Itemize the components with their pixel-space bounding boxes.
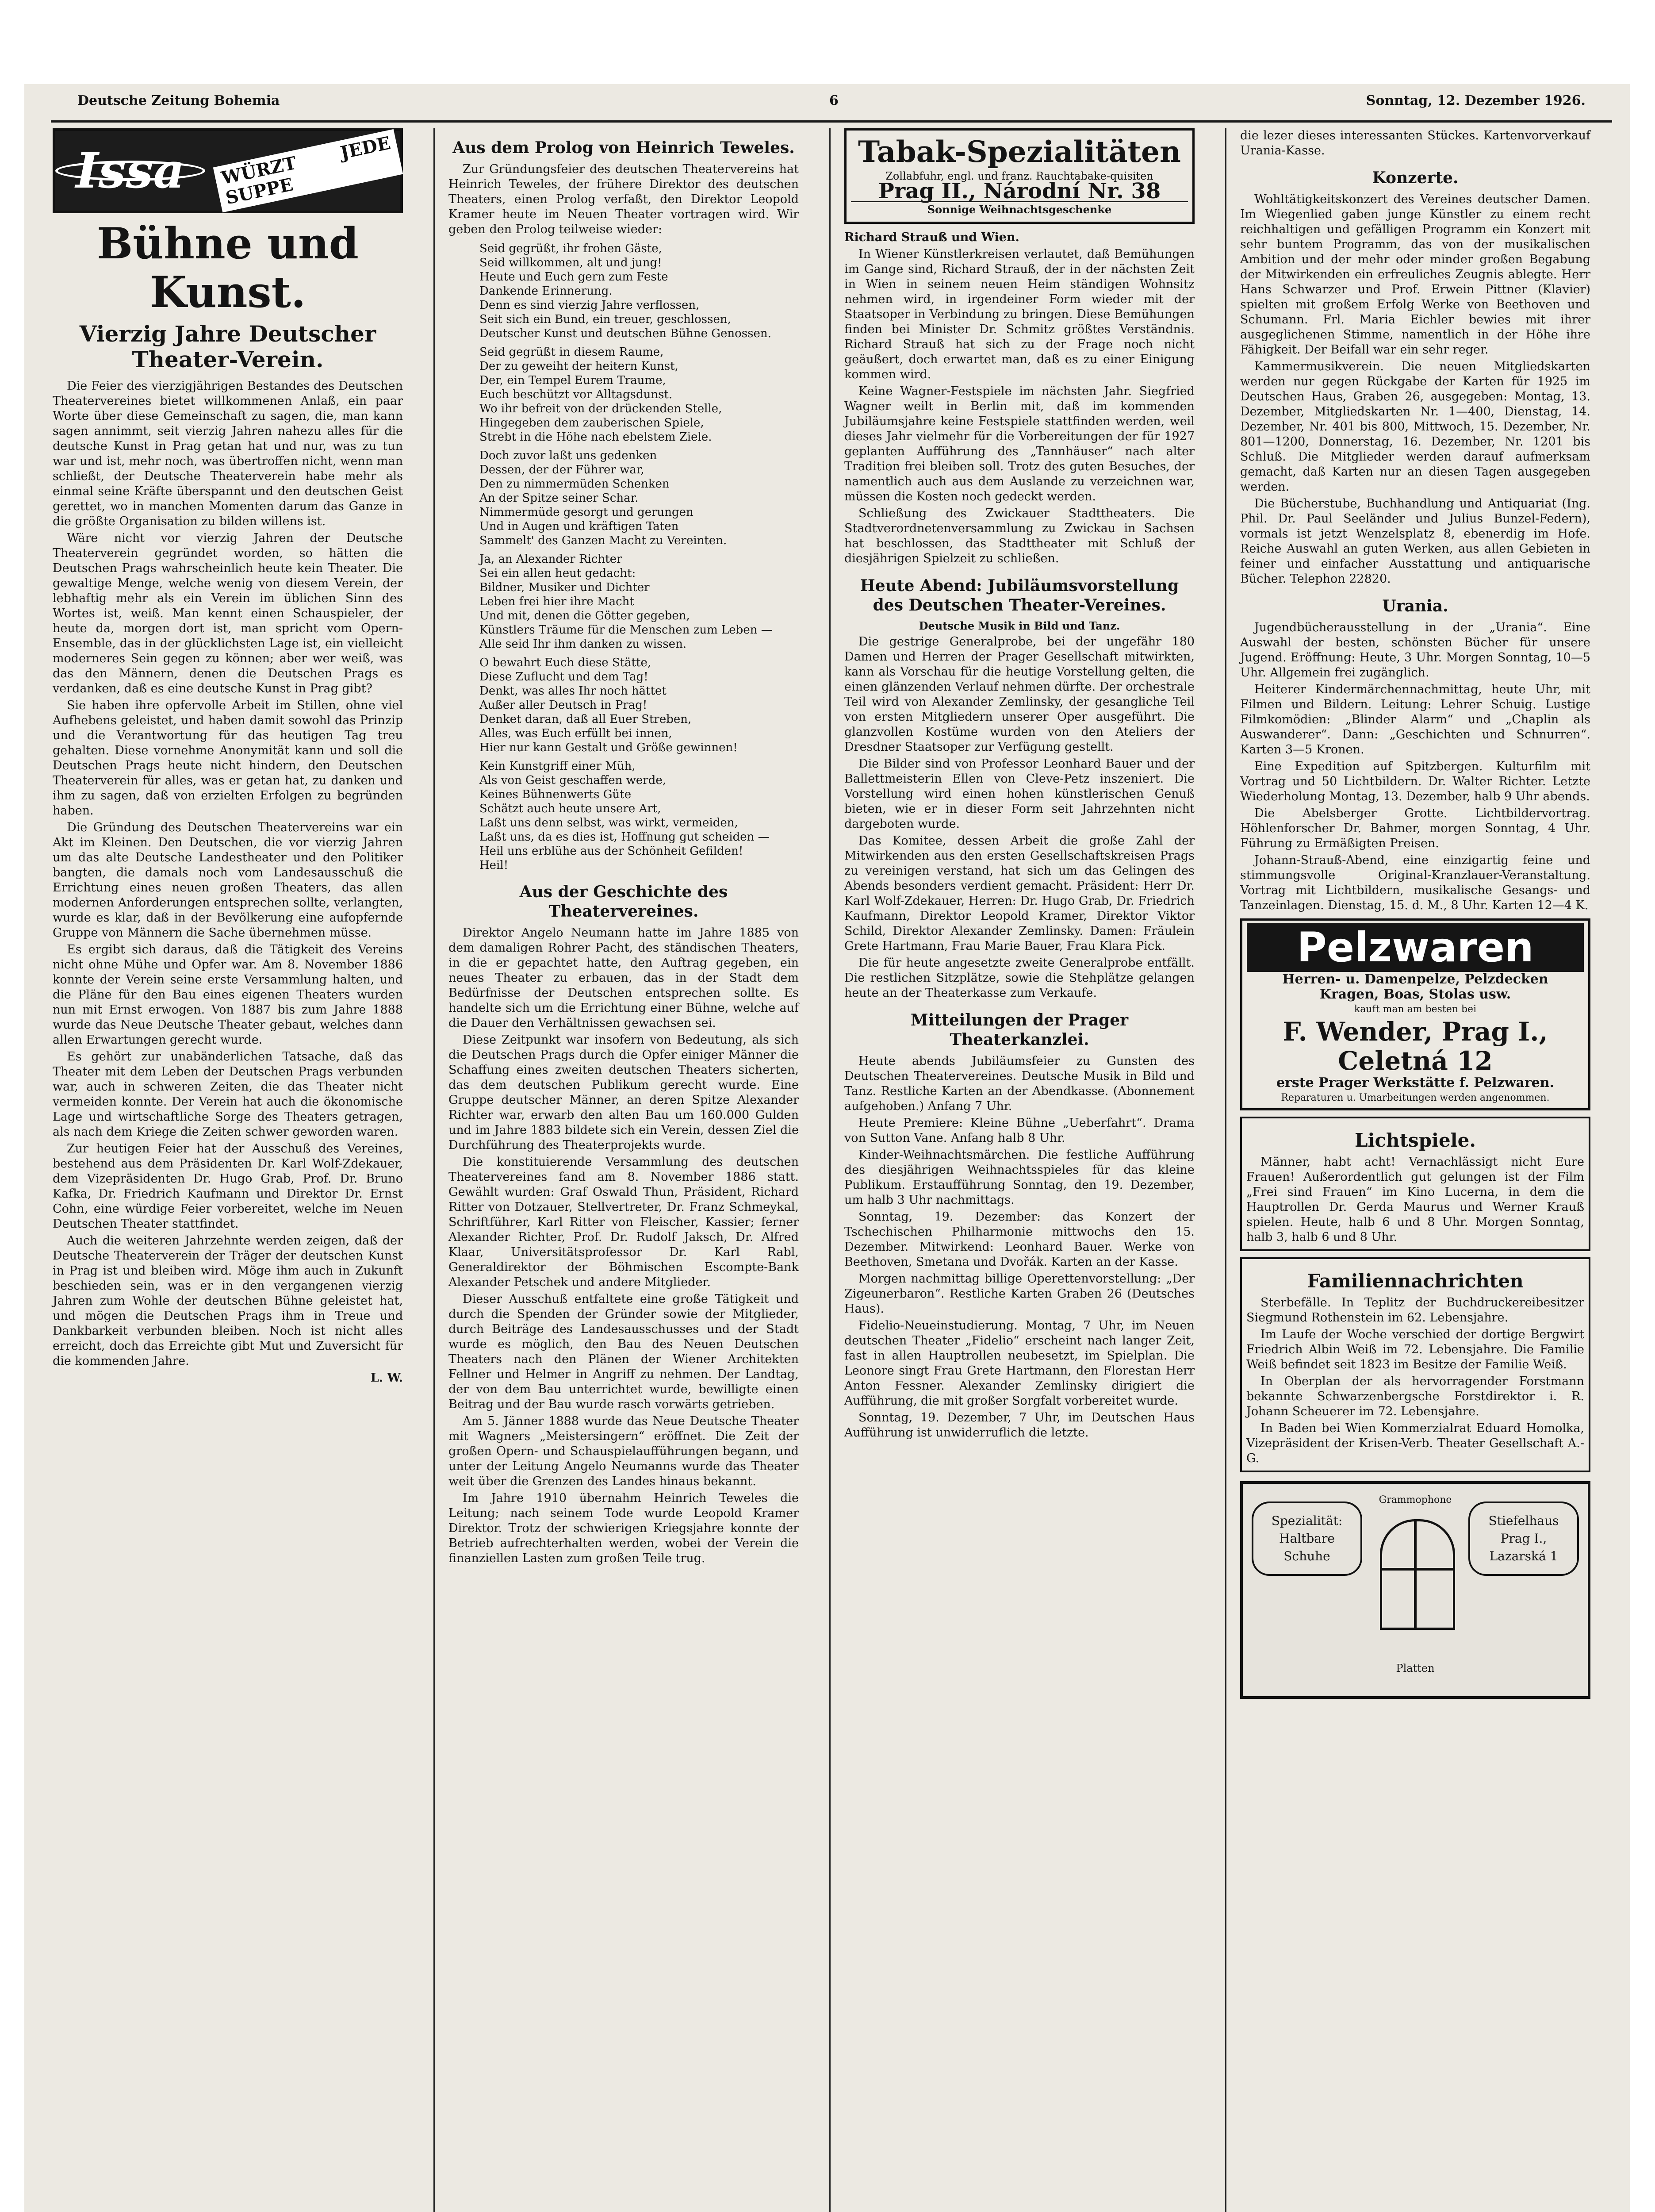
verse-line: Alles, was Euch erfüllt bei innen, <box>479 727 672 740</box>
item-title: Richard Strauß und Wien. <box>844 230 1019 244</box>
newspaper-name: Deutsche Zeitung Bohemia <box>77 93 280 108</box>
tabak-title: Tabak-Spezialitäten <box>858 134 1181 169</box>
pelz-firm: F. Wender, Prag I., Celetná 12 <box>1283 1017 1548 1076</box>
article-paragraph: Sie haben ihre opfervolle Arbeit im Stillen, ohne viel Aufhebens geleistet, und haben damit sowohl das Prinzip und die Verantwortung für das heutigen Tag treu gehalten. Diese vornehme Anonymität kann und soll die Deutschen Prags heute nicht hindern, den Deutschen Theaterverein für alles, was er getan hat, zu danken und ihm zu sagen, daß von erzielten Erfolgen zu begründen haben. <box>53 699 403 818</box>
article-paragraph: Es gehört zur unabänderlichen Tatsache, daß das Theater mit dem Leben der Deutschen Prags verbunden war, auch in schweren Zeiten, die das Theater nicht vermeiden konnte. Der Verein hat auch die ökonomische Lage und wirtschaftliche Sorge des Theaters getragen, als nach dem Kriege die Zeiten schwer geworden waren. <box>53 1050 403 1139</box>
verse-line: Außer aller Deutsch in Prag! <box>479 699 647 712</box>
gramophone-advertisement <box>1240 1481 1590 1699</box>
pelz-title: Pelzwaren <box>1247 923 1584 972</box>
pelz-line: erste Prager Werkstätte f. Pelzwaren. <box>1276 1075 1555 1091</box>
shop-window-graphic <box>1371 1493 1460 1683</box>
prolog-verse <box>448 449 799 548</box>
article-paragraph: Im Laufe der Woche verschied der dortige Bergwirt Friedrich Albin Weiß im 72. Lebensjahre. Die Familie Weiß befindet seit 1823 im Besitze der Familie Weiß. <box>1246 1328 1584 1371</box>
notice-paragraph: Heute abends Jubiläumsfeier zu Gunsten des Deutschen Theatervereines. Deutsche Musik in Bild und Tanz. Restliche Karten an der Abendkasse. (Abonnement aufgehoben.) Anfang 7 Uhr. <box>844 1054 1195 1113</box>
verse-line: Deutscher Kunst und deutschen Bühne Genossen. <box>479 327 771 340</box>
prolog-verse <box>448 242 799 341</box>
article-paragraph: Die Gründung des Deutschen Theatervereins war ein Akt im Kleinen. Den Deutschen, die vor vierzig Jahren um das alte Deutsche Landestheater und den Politiker bangten, die damals noch vom Landesausschuß die Errichtung eines neuen großen Theaters, das allen modernen Anforderungen entsprechen sollte, verlangten, wurde es klar, daß in der Bevölkerung eine aufopfernde Gruppe von Männern die Sache übernehmen müsse. <box>53 821 403 940</box>
article-paragraph: die lezer dieses interessanten Stückes. Kartenvorverkauf Urania-Kasse. <box>1240 129 1590 157</box>
prolog-verse <box>448 345 799 444</box>
verse-line: Der, ein Tempel Eurem Traume, <box>479 374 666 387</box>
ad-right-panel: Stiefelhaus Prag I., Lazarská 1 <box>1468 1502 1579 1576</box>
article-paragraph: Männer, habt acht! Vernachlässigt nicht Eure Frauen! Außerordentlich gut gelungen ist der Film „Frei sind Frauen“ im Kino Lucerna, in dem die Hauptrollen Dr. Gerda Maurus und Werner Krauß spielen. Heute, halb 6 und 8 Uhr. Morgen Sonntag, halb 3, halb 6 und 8 Uhr. <box>1246 1155 1584 1244</box>
lichtspiele-box <box>1240 1117 1590 1251</box>
column-4 <box>1234 128 1597 2212</box>
notice-paragraph: Morgen nachmittag billige Operettenvorstellung: „Der Zigeunerbaron“. Restliche Karten Graben 26 (Deutsches Haus). <box>844 1272 1195 1316</box>
article-paragraph: Auch die weiteren Jahrzehnte werden zeigen, daß der Deutsche Theaterverein der Träger der deutschen Kunst in Prag ist und bleiben wird. Möge ihm auch in Zukunft beschieden sein, was er in den vergangenen vierzig Jahren zum Wohle der deutschen Bühne geleistet hat, und mögen die Deutschen Prags ihm in Treue und Dankbarkeit verbunden bleiben. Noch ist nicht alles erreicht, doch das Erreichte gibt Mut und Zuversicht für die kommenden Jahre. <box>53 1234 403 1368</box>
verse-line: Keines Bühnenwerts Güte <box>479 788 632 801</box>
verse-line: Bildner, Musiker und Dichter <box>479 581 650 594</box>
verse-line: Der zu geweiht der heitern Kunst, <box>479 360 678 373</box>
jubilee-headline: Heute Abend: Jubiläumsvorstellung des Deutschen Theater-Vereines. <box>860 576 1179 614</box>
verse-line: Und mit, denen die Götter gegeben, <box>479 609 690 622</box>
verse-line: Künstlers Träume für die Menschen zum Leben — <box>479 623 773 637</box>
verse-line: Den zu nimmermüden Schenken <box>479 477 670 491</box>
verse-line: Denn es sind vierzig Jahre verflossen, <box>479 299 700 312</box>
issue-date: Sonntag, 12. Dezember 1926. <box>1366 93 1586 108</box>
issa-tagline: WÜRZT JEDE SUPPE <box>213 129 403 213</box>
verse-line: Schätzt auch heute unsere Art, <box>479 802 661 815</box>
verse-line: Sei ein allen heut gedacht: <box>479 567 636 580</box>
verse-line: Und in Augen und kräftigen Taten <box>479 520 679 533</box>
article-paragraph: Jugendbücherausstellung in der „Urania“. Eine Auswahl der besten, schönsten Bücher für unsere Jugend. Eröffnung: Heute, 3 Uhr. Morgen Sonntag, 10—5 Uhr. Allgemein frei zugänglich. <box>1240 621 1590 680</box>
column-rule <box>829 128 831 2212</box>
pelz-line: Kragen, Boas, Stolas usw. <box>1319 987 1511 1002</box>
prolog-headline: Aus dem Prolog von Heinrich Teweles. <box>452 138 795 157</box>
article-paragraph: Die für heute angesetzte zweite Generalprobe entfällt. Die restlichen Sitzplätze, sowie die Stehplätze gelangen heute an der Theaterkasse zum Verkaufe. <box>844 956 1195 1000</box>
prolog-verse <box>448 552 799 651</box>
verse-line: Heil! <box>479 859 509 872</box>
pelz-line: Herren- u. Damenpelze, Pelzdecken <box>1282 972 1548 987</box>
ad-left-panel: Spezialität: Haltbare Schuhe <box>1252 1502 1362 1576</box>
verse-line: Seid willkommen, alt und jung! <box>479 256 662 269</box>
pelz-line: kauft man am besten bei <box>1354 1004 1477 1015</box>
article-paragraph: Am 5. Jänner 1888 wurde das Neue Deutsche Theater mit Wagners „Meistersingern“ eröffnet. Die Zeit der großen Opern- und Schauspielaufführungen begann, und unter der Leitung Angelo Neumanns wurde das Theater weit über die Grenzen des Landes hinaus bekannt. <box>448 1414 799 1488</box>
mitteilungen-headline: Mitteilungen der Prager Theaterkanzlei. <box>910 1011 1129 1049</box>
verse-line: Diese Zuflucht und dem Tag! <box>479 670 648 684</box>
article-paragraph: Wäre nicht vor vierzig Jahren der Deutsche Theaterverein gegründet worden, so hätten die Deutschen Prags wahrscheinlich heute kein Theater. Die gewaltige Menge, welche wenig von diesem Verein, der lebhaftig mehr als ein Verein im üblichen Sinn des Wortes ist, weiß. Man kennt einen Schauspieler, der heute da, morgen dort ist, man spricht vom Opern-Ensemble, das in der glücklichsten Lage ist, ein vielleicht moderneres Sein gegen zu können; aber wer weiß, was das den Männern, denen die Deutschen Prags es verdanken, daß es eine deutsche Kunst in Prag gibt? <box>53 531 403 695</box>
article-paragraph: Zur heutigen Feier hat der Ausschuß des Vereines, bestehend aus dem Präsidenten Dr. Karl Wolf-Zdekauer, dem Vizepräsidenten Dr. Hugo Grab, Prof. Dr. Bruno Kafka, Dr. Friedrich Kaufmann und Direktor Dr. Ernst Cohn, eine würdige Feier vorbereitet, welche im Neuen Deutschen Theater stattfindet. <box>53 1142 403 1231</box>
window-frame-icon <box>1380 1519 1455 1630</box>
verse-line: Strebt in die Höhe nach ebelstem Ziele. <box>479 430 712 444</box>
verse-line: O bewahrt Euch diese Stätte, <box>479 656 651 669</box>
article-paragraph: Die Bilder sind von Professor Leonhard Bauer und der Ballettmeisterin Ellen von Cleve-Petz inszeniert. Die Vorstellung wird einen hohen künstlerischen Genuß bieten, wie er in dieser Form seit Jahrzehnten nicht dargeboten wurde. <box>844 757 1195 831</box>
prolog-intro: Zur Gründungsfeier des deutschen Theatervereins hat Heinrich Teweles, der frühere Direktor des deutschen Theaters, einen Prolog verfaßt, den Direktor Leopold Kramer heute im Neuen Theater vortragen wird. Wir geben den Prolog teilweise wieder: <box>448 162 799 236</box>
article-paragraph: Es ergibt sich daraus, daß die Tätigkeit des Vereins nicht ohne Mühe und Opfer war. Am 8. November 1886 konnte der Verein seine erste Versammlung halten, und die Pläne für den Bau eines eigenen Theaters wurden nun mit Ernst erwogen. Von 1887 bis zum Jahre 1888 wurde das Neue Deutsche Theater gebaut, welches dann allen Erwartungen gerecht wurde. <box>53 943 403 1047</box>
verse-line: Denkt, was alles Ihr noch hättet <box>479 684 667 698</box>
column-rule <box>1225 128 1226 2212</box>
window-transom <box>1380 1568 1455 1571</box>
verse-line: Hier nur kann Gestalt und Größe gewinnen! <box>479 741 738 754</box>
jubilee-subheading: Deutsche Musik in Bild und Tanz. <box>919 619 1120 632</box>
tabak-subtitle: Zollabfuhr, engl. und franz. Rauchtabake-quisiten <box>885 170 1153 182</box>
author-signature: L. W. <box>370 1371 403 1385</box>
column-2 <box>442 128 805 2212</box>
article-paragraph: Eine Expedition auf Spitzbergen. Kulturfilm mit Vortrag und 50 Lichtbildern. Dr. Walter Richter. Letzte Wiederholung Montag, 13. Dezember, halb 9 Uhr abends. <box>1240 760 1590 803</box>
header-rule <box>51 120 1612 123</box>
pelz-line: Reparaturen u. Umarbeitungen werden angenommen. <box>1281 1092 1550 1103</box>
verse-line: Kein Kunstgriff einer Müh, <box>479 760 636 773</box>
prolog-verse <box>448 759 799 872</box>
verse-line: Heute und Euch gern zum Feste <box>479 270 668 284</box>
verse-line: Laßt uns, da es dies ist, Hoffnung gut scheiden — <box>479 830 770 844</box>
newspaper-page <box>24 84 1630 2212</box>
pelzwaren-advertisement <box>1240 918 1590 1110</box>
article-paragraph: Heiterer Kindermärchennachmittag, heute Uhr, mit Filmen und Bildern. Leitung: Lehrer Schuig. Lustige Filmkomödien: „Blinder Alarm“ und „Chaplin als Auswanderer“. Dann: „Geschichten und Schnurren“. Karten 3—5 Kronen. <box>1240 683 1590 757</box>
lichtspiele-headline: Lichtspiele. <box>1355 1129 1476 1151</box>
article-paragraph: Die gestrige Generalprobe, bei der ungefähr 180 Damen und Herren der Prager Gesellschaft mitwirkten, kann als Vorschau für die heutige Vorstellung gelten, die einen glänzenden Verlauf nehmen dürfte. Der orchestrale Teil wird von Alexander Zemlinsky, der gesangliche Teil von ersten Mitgliedern unserer Oper ausgeführt. Die glanzvollen Kostüme wurden von den Ateliers der Dresdner Staatsoper zur Verfügung gestellt. <box>844 635 1195 754</box>
issa-advertisement <box>53 128 403 213</box>
article-paragraph: Direktor Angelo Neumann hatte im Jahre 1885 von dem damaligen Rohrer Pacht, des ständischen Theaters, in die er gepachtet hatte, den Auftrag gegeben, ein neues Theater zu erbauen, das in der Stadt dem Bedürfnisse der Deutschen entsprechen sollte. Es handelte sich um die Errichtung einer Bühne, welche auf die Dauer den Verhältnissen gewachsen sei. <box>448 926 799 1030</box>
article-paragraph: Wohltätigkeitskonzert des Vereines deutscher Damen. Im Wiegenlied gaben junge Künstler zu einem recht reichhaltigen und gefälligen Programm ein Konzert mit sehr buntem Programm, das von der musikalischen Ambition und der mehr oder minder großen Begabung der Mitwirkenden ein erfreuliches Zeugnis ablegte. Herr Hans Schwarzer und Prof. Erwein Pittner (Klavier) spielten mit großem Erfolg Werke von Beethoven und Schumann. Frl. Maria Eichler bewies mit ihrer ausgeglichenen Stimme, namentlich in der Höhe ihre Fähigkeit. Der Beifall war ein sehr reger. <box>1240 192 1590 357</box>
article-paragraph: Die Feier des vierzigjährigen Bestandes des Deutschen Theatervereines bietet willkommenen Anlaß, ein paar Worte über diese Gemeinschaft zu sagen, die, man kann sagen annimmt, seit vierzig Jahren nahezu alles für die deutsche Kunst in Prag getan hat und nur, was zu tun war und ist, mehr noch, was übertroffen nicht, wenn man schließt, der Deutsche Theaterverein habe mehr als einmal seine Kräfte überspannt und den deutschen Geist gerettet, wo in manchen Momenten darum das Ganze in die größte Organisation zu bilden willens ist. <box>53 379 403 528</box>
verse-line: Dankende Erinnerung. <box>479 284 613 298</box>
verse-line: Hingegeben dem zauberischen Spiele, <box>479 416 704 430</box>
article-headline: Vierzig Jahre Deutscher Theater-Verein. <box>79 321 376 373</box>
article-paragraph: Diese Zeitpunkt war insofern von Bedeutung, als sich die Deutschen Prags durch die Opfer einiger Männer die Schaffung eines zweiten deutschen Theaters sicherten, das dem deutschen Publikum gerecht wurde. Eine Gruppe deutscher Männer, an deren Spitze Alexander Richter war, erwarb den alten Bau um 160.000 Gulden und im Jahre 1883 bildete sich ein Verein, dessen Ziel die Durchführung des Theaterprojekts wurde. <box>448 1033 799 1152</box>
verse-line: Seit sich ein Bund, ein treuer, geschlossen, <box>479 313 731 326</box>
verse-line: Seid gegrüßt, ihr frohen Gäste, <box>479 242 662 255</box>
section-heading: Bühne und Kunst. <box>97 219 359 317</box>
verse-line: Alle seid Ihr ihm danken zu wissen. <box>479 637 687 651</box>
verse-line: Heil uns erblühe aus der Schönheit Gefilden! <box>479 845 743 858</box>
article-paragraph: Schließung des Zwickauer Stadttheaters. Die Stadtverordnetenversammlung zu Zwickau in Sachsen hat beschlossen, das Stadttheater mit Schluß der diesjährigen Spielzeit zu schließen. <box>844 507 1195 565</box>
running-header <box>51 93 1603 111</box>
notice-paragraph: Fidelio-Neueinstudierung. Montag, 7 Uhr, im Neuen deutschen Theater „Fidelio“ erscheint nach langer Zeit, fast in allen Hauptrollen neubesetzt, im Spielplan. Die Leonore singt Frau Grete Hartmann, den Florestan Herr Anton Fessner. Alexander Zemlinsky dirigiert die Aufführung, die mit großer Sorgfalt vorbereitet wurde. <box>844 1319 1195 1408</box>
article-paragraph: Keine Wagner-Festspiele im nächsten Jahr. Siegfried Wagner weilt in Berlin mit, daß im kommenden Jubiläumsjahre keine Festspiele stattfinden werden, weil dieses Jahr vielmehr für die Vorbereitungen der für 1927 geplanten Aufführung des „Tannhäuser“ nach alter Tradition frei bleiben soll. Trotz des guten Besuches, der namentlich auch aus dem Auslande zu verzeichnen war, müssen die Kosten noch gedeckt werden. <box>844 384 1195 503</box>
article-paragraph: Das Komitee, dessen Arbeit die große Zahl der Mitwirkenden aus den ersten Gesellschaftskreisen Prags zu vereinigen verstand, hat sich um das Gelingen des Abends besonders verdient gemacht. Präsident: Herr Dr. Karl Wolf-Zdekauer, Herren: Dr. Hugo Grab, Dr. Friedrich Kaufmann, Direktor Leopold Kramer, Direktor Viktor Schild, Direktor Alexander Zemlinsky. Damen: Fräulein Grete Hartmann, Frau Marie Bauer, Frau Klara Pick. <box>844 834 1195 953</box>
verse-line: Denket daran, daß all Euer Streben, <box>479 713 692 726</box>
article-paragraph: In Wiener Künstlerkreisen verlautet, daß Bemühungen im Gange sind, Richard Strauß, der in der nächsten Zeit in Wien in seinem neuen Heim ständigen Wohnsitz nehmen wird, in irgendeiner Form wieder mit der Staatsoper in Verbindung zu bringen. Diese Bemühungen finden bei Minister Dr. Schmitz größtes Verständnis. Richard Strauß hat sich zu der Frage noch nicht geäußert, doch erwartet man, daß es zu einer Einigung kommen wird. <box>844 247 1195 381</box>
ad-foot-label: Platten <box>1396 1662 1435 1674</box>
verse-line: Dessen, der der Führer war, <box>479 463 644 476</box>
urania-headline: Urania. <box>1382 597 1448 615</box>
history-headline: Aus der Geschichte des Theatervereines. <box>519 883 728 921</box>
article-paragraph: Die Bücherstube, Buchhandlung und Antiquariat (Ing. Phil. Dr. Paul Seeländer und Julius Bunzel-Federn), vormals ist jetzt Wenzelsplatz 8, ebenerdig im Hofe. Reiche Auswahl an guten Werken, aus allen Gebieten in feiner und einfacher Ausstattung und antiquarische Bücher. Telephon 22820. <box>1240 497 1590 586</box>
verse-line: Sammelt' des Ganzen Macht zu Vereinten. <box>479 534 727 547</box>
notice-paragraph: Kinder-Weihnachtsmärchen. Die festliche Aufführung des diesjährigen Weihnachtsspieles für das kleine Publikum. Erstaufführung Sonntag, den 19. Dezember, um halb 3 Uhr nachmittags. <box>844 1148 1195 1207</box>
article-paragraph: Kammermusikverein. Die neuen Mitgliedskarten werden nur gegen Rückgabe der Karten für 1925 im Deutschen Haus, Graben 26, ausgegeben: Montag, 13. Dezember, Mitgliedskarten Nr. 1—400, Dienstag, 14. Dezember, Nr. 401 bis 800, Mittwoch, 15. Dezember, Nr. 801—1200, Donnerstag, 16. Dezember, Nr. 1201 bis Schluß. Die Mitglieder werden darauf aufmerksam gemacht, daß Karten nur an diesen Tagen ausgegeben werden. <box>1240 360 1590 494</box>
article-paragraph: In Oberplan der als hervorragender Forstmann bekannte Schwarzenbergsche Forstdirektor i. R. Johann Scheuerer im 72. Lebensjahre. <box>1246 1375 1584 1418</box>
column-1 <box>46 128 409 2212</box>
article-paragraph: Dieser Ausschuß entfaltete eine große Tätigkeit und durch die Spenden der Gründer sowie der Mitglieder, durch Beiträge des Landesausschusses und der Stadt wurde es möglich, den Bau des Neuen Deutschen Theaters nach den Plänen der Wiener Architekten Fellner und Helmer in Angriff zu nehmen. Der Landtag, der von dem Bau unterrichtet wurde, bewilligte einen Beitrag und der Bau wurde rasch vorwärts getrieben. <box>448 1292 799 1411</box>
verse-line: Als von Geist geschaffen werde, <box>479 774 666 787</box>
page-number: 6 <box>829 93 839 108</box>
familien-box <box>1240 1257 1590 1472</box>
verse-line: Laßt uns denn selbst, was wirkt, vermeiden, <box>479 816 738 830</box>
article-paragraph: Die konstituierende Versammlung des deutschen Theatervereines fand am 8. November 1886 statt. Gewählt wurden: Graf Oswald Thun, Präsident, Richard Ritter von Dotzauer, Stellvertreter, Dr. Franz Schmeykal, Schriftführer, Karl Ritter von Fleischer, Kassier; ferner Alexander Richter, Prof. Dr. Rudolf Jaksch, Dr. Alfred Klaar, Universitätsprofessor Dr. Karl Rabl, Generaldirektor der Böhmischen Escompte-Bank Alexander Petschek und andere Mitglieder. <box>448 1155 799 1289</box>
verse-line: Seid gegrüßt in diesem Raume, <box>479 346 664 359</box>
issa-logo: Issa <box>55 161 205 181</box>
article-paragraph: Im Jahre 1910 übernahm Heinrich Teweles die Leitung; nach seinem Tode wurde Leopold Kramer Direktor. Trotz der schwierigen Kriegsjahre konnte der Betrieb aufrechterhalten werden, wobei der Verein die finanziellen Lasten zum großen Teile trug. <box>448 1491 799 1565</box>
article-paragraph: Sterbefälle. In Teplitz der Buchdruckereibesitzer Siegmund Rothenstein im 62. Lebensjahre. <box>1246 1296 1584 1325</box>
article-paragraph: Die Abelsberger Grotte. Lichtbildervortrag. Höhlenforscher Dr. Bahmer, morgen Sonntag, 4 Uhr. Führung zu Ermäßigten Preisen. <box>1240 806 1590 850</box>
ad-arch-label: Grammophone <box>1379 1494 1452 1505</box>
tabak-advertisement <box>844 128 1195 224</box>
verse-line: Euch beschützt vor Alltagsdunst. <box>479 388 673 401</box>
notice-paragraph: Sonntag, 19. Dezember: das Konzert der Tschechischen Philharmonie mittwochs den 15. Dezember. Mitwirkend: Leonhard Bauer. Werke von Beethoven, Smetana und Dvořák. Karten an der Kasse. <box>844 1210 1195 1269</box>
tabak-address: Prag II., Národní Nr. 38 <box>878 179 1161 204</box>
article-paragraph: Johann-Strauß-Abend, eine einzigartig feine und stimmungsvolle Original-Kranzlauer-Veranstaltung. Vortrag mit Lichtbildern, musikalische Gesangs- und Tanzeinlagen. Dienstag, 15. d. M., 8 Uhr. Karten 12—4 K. <box>1240 853 1590 912</box>
familien-headline: Familiennachrichten <box>1307 1270 1524 1292</box>
tabak-note: Sonnige Weihnachtsgeschenke <box>851 201 1188 217</box>
verse-line: Doch zuvor laßt uns gedenken <box>479 449 657 462</box>
verse-line: Wo ihr befreit von der drückenden Stelle, <box>479 402 722 415</box>
news-item <box>844 230 1195 245</box>
prolog-verse <box>448 656 799 755</box>
notice-paragraph: Sonntag, 19. Dezember, 7 Uhr, im Deutschen Haus Aufführung ist unwiderruflich die letzte. <box>844 1411 1195 1440</box>
column-rule <box>433 128 435 2212</box>
window-mullion <box>1414 1519 1417 1628</box>
article-paragraph: In Baden bei Wien Kommerzialrat Eduard Homolka, Vizepräsident der Krisen-Verb. Theater Gesellschaft A.-G. <box>1246 1421 1584 1465</box>
verse-line: An der Spitze seiner Schar. <box>479 492 639 505</box>
verse-line: Nimmermüde gesorgt und gerungen <box>479 506 693 519</box>
column-3 <box>838 128 1201 2212</box>
verse-line: Leben frei hier ihre Macht <box>479 595 634 608</box>
verse-line: Ja, an Alexander Richter <box>479 553 622 566</box>
notice-paragraph: Heute Premiere: Kleine Bühne „Ueberfahrt“. Drama von Sutton Vane. Anfang halb 8 Uhr. <box>844 1116 1195 1145</box>
konzerte-headline: Konzerte. <box>1372 169 1459 187</box>
